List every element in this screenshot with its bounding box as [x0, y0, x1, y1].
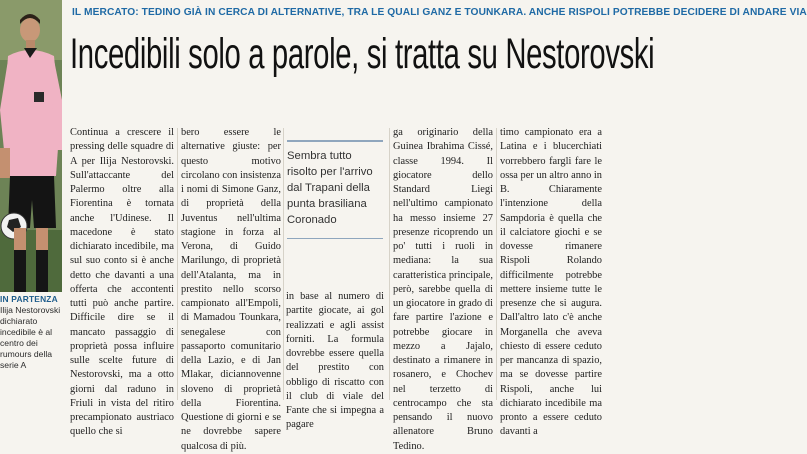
article-column-1: Continua a crescere il pressing delle squadre di A per Ilija Nestorovski. Sull'attaccante del Palermo oltre alla Fiorentina è tornata anche l'Udinese. Il macedone è stato dichiarato incedibile, ma sul suo conto si è anche detto che davanti a una offerta che accontenti tutti può anche partire. Difficile dire se il mancato passaggio di proprietà possa influire sulle scelte future di Nestorovski, ma a otto giorni dal raduno in Friuli in vista del ritiro precampionato austriaco quello che si	[70, 127, 174, 438]
pull-quote: Sembra tutto risolto per l'arrivo dal Trapani della punta brasiliana Coronado	[287, 140, 383, 239]
column-divider	[496, 128, 497, 400]
photo-caption-label: IN PARTENZA	[0, 294, 58, 304]
player-photo-illustration	[0, 0, 62, 292]
article-column-4: ga originario della Guinea Ibrahima Cissé, classe 1994. Il giocatore dello Standard Liegi nell'ultimo campionato ha messo insieme 27 presenze ricoprendo un po' tutti i ruoli in mediana: la sua caratteristica principale, però, sarebbe quella di un giocatore in grado di fare partire l'azione e potrebbe giocare in mezzo a Jajalo, destinato a rimanere in rosanero, e Chochev nel terzetto di centrocampo che sta pensando il nuovo allenatore Bruno Tedino.	[393, 127, 493, 452]
column-divider	[283, 128, 284, 400]
column-divider	[177, 128, 178, 400]
article-column-3: in base al numero di partite giocate, ai gol realizzati e agli assist forniti. La formula dovrebbe essere quella del prestito con obbligo di riscatto con il club di viale del Fante che si impegna a pagare	[286, 291, 384, 431]
photo-caption-text: Ilija Nestorovski dichiarato incedibile è al centro dei rumours della serie A	[0, 305, 61, 370]
article-column-5: timo campionato era a Latina e i blucerchiati vorrebbero fargli fare le ossa per un altro anno in B. Chiaramente l'intenzione della Sampdoria è quella che il calciatore giochi e se dovesse rimanere Rispoli Rolando difficilmente potrebbe mettere insieme tutte le presenze che si augura. Dall'altro lato c'è anche Morganella che aveva chiesto di essere ceduto per mancanza di spazio, ma se dovesse partire Rispoli, anche lui dichiarato incedibile ma pronto a essere ceduto davanti a	[500, 127, 602, 438]
article-headline: Incedibili solo a parole, si tratta su Nestorovski	[70, 30, 655, 78]
player-photo	[0, 0, 62, 292]
photo-caption	[0, 294, 66, 371]
column-divider	[389, 128, 390, 400]
article-kicker: IL MERCATO: TEDINO GIÀ IN CERCA DI ALTERNATIVE, TRA LE QUALI GANZ E TOUNKARA. ANCHE RISPOLI POTREBBE DECIDERE DI ANDARE VIA	[72, 7, 807, 18]
article-column-2: bero essere le alternative giuste: per questo motivo circolano con insistenza i nomi di Simone Ganz, di proprietà della Juventus nell'ultima stagione in forza al Verona, di Guido Marilungo, di proprietà dell'Atalanta, ma in prestito nello scorso campionato all'Empoli, di Mamadou Tounkara, senegalese con passaporto comunitario della Lazio, e di Jan Mlakar, diciannovenne sloveno di proprietà della Fiorentina. Questione di giorni e se ne dovrebbe sapere qualcosa di più.	[181, 127, 281, 452]
